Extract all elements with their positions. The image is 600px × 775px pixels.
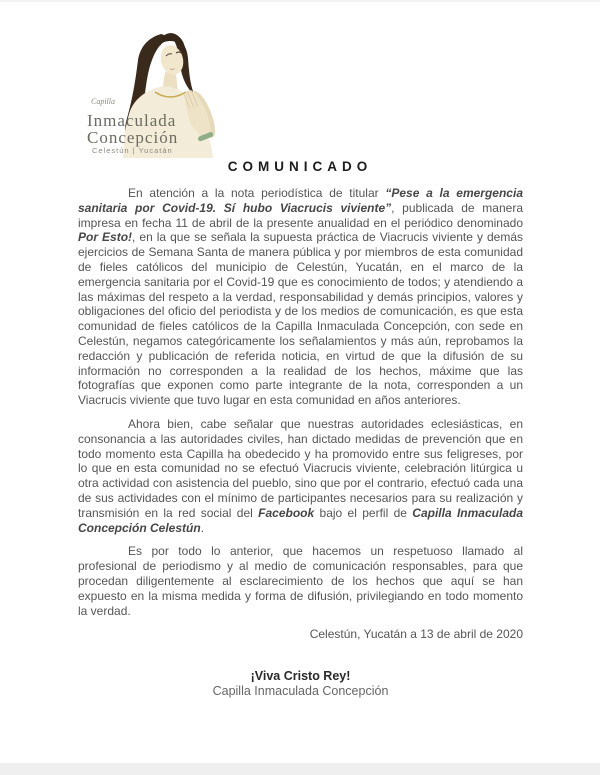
logo-location-label: Celestún | Yucatán (92, 146, 173, 155)
paragraph-3: Es por todo lo anterior, que hacemos un respetuoso llamado al profesional de periodismo y al medio de comunicación responsables, para que procedan diligentemente al esclarecimiento de los hechos que aquí se han expuesto en la misma medida y forma de difusión, privilegiando en todo momento la verdad. (78, 544, 523, 618)
date-line: Celestún, Yucatán a 13 de abril de 2020 (309, 627, 523, 642)
closing-slogan: ¡Viva Cristo Rey! (250, 669, 351, 684)
logo-chapel-label: Capilla (91, 97, 116, 106)
closing-block (78, 669, 523, 699)
paragraph-1: En atención a la nota periodística de titular “Pese a la emergencia sanitaria por Covid-19. Sí hubo Viacrucis viviente”, publicada de manera impresa en fecha 11 de abril de la presente anualidad en el periódico denominado Por Esto!, en la que se señala la supuesta práctica de Viacrucis viviente y demás ejercicios de Semana Santa de manera pública y por miembros de esta comunidad de fieles católicos del municipio de Celestún, Yucatán, en el marco de la emergencia sanitaria por el Covid-19 que es conocimiento de todos; y atendiendo a las máximas del respeto a la verdad, responsabilidad y demás principios, valores y obligaciones del oficio del periodista y de los medios de comunicación, es que esta comunidad de fieles católicos de la Capilla Inmaculada Concepción, con sede en Celestún, negamos categóricamente los señalamientos y más aún, reprobamos la redacción y publicación de referida noticia, en virtud de que la difusión de su información no corresponden a la realidad de los hechos, máxime que las fotografías que exponen como parte integrante de la nota, corresponden a un Viacrucis viviente que tuvo lugar en esta comunidad en años anteriores. (78, 186, 523, 408)
logo-name-line2: Concepción (87, 128, 179, 147)
paragraph-2: Ahora bien, cabe señalar que nuestras autoridades eclesiásticas, en consonancia a las autoridades civiles, han dictado medidas de prevención que en todo momento esta Capilla ha obedecido y ha promovido entre sus feligreses, por lo que en esta comunidad no se efectuó Viacrucis viviente, celebración litúrgica u otra actividad con asistencia del pueblo, sino que por el contrario, efectuó cada una de sus actividades con el mínimo de participantes necesarios para su realización y transmisión en la red social del Facebook bajo el perfil de Capilla Inmaculada Concepción Celestún. (78, 416, 523, 535)
document-title: COMUNICADO (227, 159, 373, 174)
closing-signature: Capilla Inmaculada Concepción (212, 684, 389, 699)
document-body (78, 186, 523, 699)
chapel-logo (85, 30, 235, 160)
scan-bottom-edge (0, 763, 600, 775)
logo-name-line1: Inmaculada (87, 111, 177, 130)
